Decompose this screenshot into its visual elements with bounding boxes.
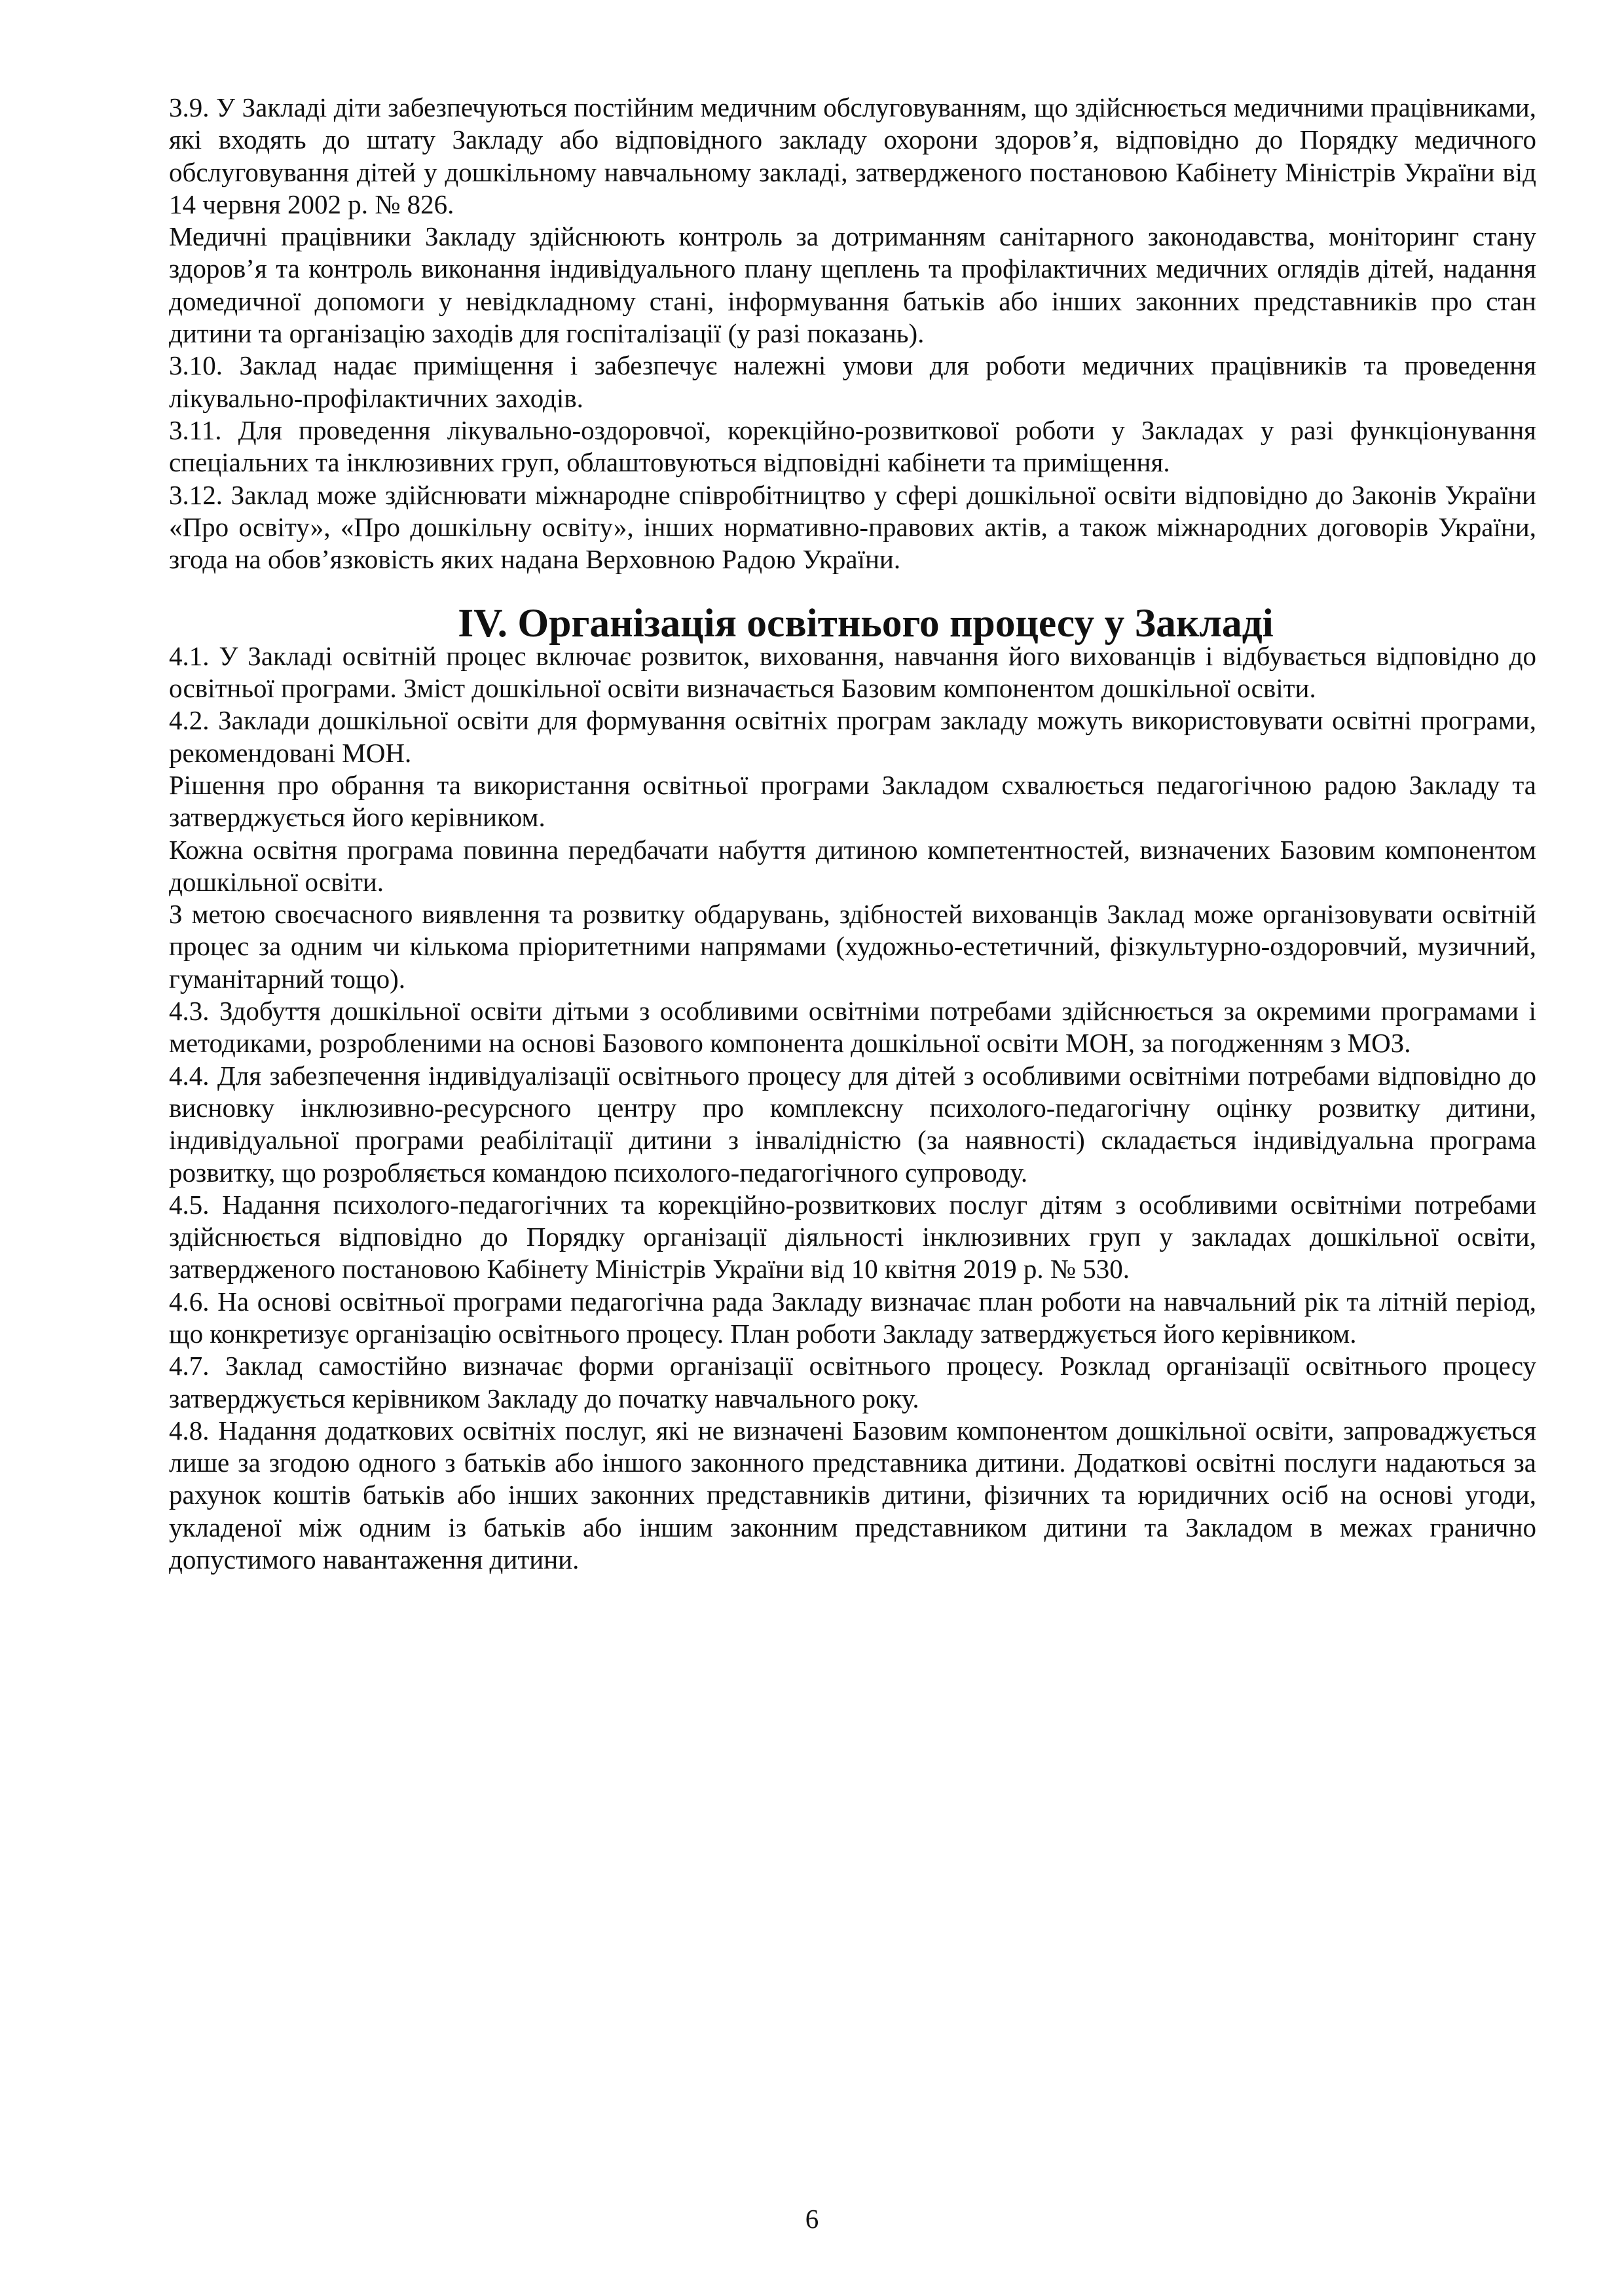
paragraph-3-11: 3.11. Для проведення лікувально-оздоровчої, корекційно-розвиткової роботи у Закладах у разі функціонування спеціальних та інклюзивних груп, облаштовуються відповідні кабінети та приміщення. xyxy=(169,414,1536,478)
paragraph-4-6: 4.6. На основі освітньої програми педагогічна рада Закладу визначає план роботи на навчальний рік та літній період, що конкретизує організацію освітнього процесу. План роботи Закладу затверджується його керівником. xyxy=(169,1286,1536,1349)
page-number: 6 xyxy=(805,2204,819,2234)
paragraph-4-7: 4.7. Заклад самостійно визначає форми організації освітнього процесу. Розклад організації освітнього процесу затверджується керівником Закладу до початку навчального року. xyxy=(169,1351,1536,1413)
paragraph-4-2-competences: Кожна освітня програма повинна передбачати набуття дитиною компетентностей, визначених Базовим компонентом дошкільної освіти. xyxy=(169,834,1536,897)
paragraph-4-8: 4.8. Надання додаткових освітніх послуг, які не визначені Базовим компонентом дошкільної освіти, запроваджується лише за згодою одного з батьків або іншого законного представника дитини. Додаткові освітні послуги надаються за рахунок коштів батьків або інших законних представників дитини, фізичних та юридичних осіб на основі угоди, укладеної між одним із батьків або іншим законним представником дитини та Закладом в межах гранично допустимого навантаження дитини. xyxy=(169,1415,1536,1575)
paragraph-4-2-decision: Рішення про обрання та використання освітньої програми Закладом схвалюється педагогічною радою Закладу та затверджується його керівником. xyxy=(169,769,1536,833)
paragraph-3-9: 3.9. У Закладі діти забезпечуються постійним медичним обслуговуванням, що здійснюється медичними працівниками, які входять до штату Закладу або відповідного закладу охорони здоров’я, відповідно до Порядку медичного обслуговування дітей у дошкільному навчальному закладі, затвердженого постановою Кабінету Міністрів України від 14 червня 2002 р. № 826. xyxy=(169,92,1536,219)
paragraph-3-12: 3.12. Заклад може здійснювати міжнародне співробітництво у сфері дошкільної освіти відповідно до Законів України «Про освіту», «Про дошкільну освіту», інших нормативно-правових актів, а також міжнародних договорів України, згода на обов’язковість яких надана Верховною Радою України. xyxy=(169,479,1536,575)
paragraph-4-3: 4.3. Здобуття дошкільної освіти дітьми з особливими освітніми потребами здійснюється за окремими програмами і методиками, розробленими на основі Базового компонента дошкільної освіти МОН, за погодженням з МОЗ. xyxy=(169,996,1536,1059)
paragraph-4-2: 4.2. Заклади дошкільної освіти для формування освітніх програм закладу можуть використовувати освітні програми, рекомендовані МОН. xyxy=(169,705,1536,768)
paragraph-4-5: 4.5. Надання психолого-педагогічних та корекційно-розвиткових послуг дітям з особливими освітніми потребами здійснюється відповідно до Порядку організації діяльності інклюзивних груп у закладах дошкільної освіти, затвердженого постановою Кабінету Міністрів України від 10 квітня 2019 р. № 530. xyxy=(169,1189,1536,1285)
section-heading-iv: IV. Організація освітнього процесу у Закладі xyxy=(458,601,1274,646)
paragraph-3-9-continued: Медичні працівники Закладу здійснюють контроль за дотриманням санітарного законодавства, моніторинг стану здоров’я та контроль виконання індивідуального плану щеплень та профілактичних медичних оглядів дітей, надання домедичної допомоги у невідкладному стані, інформування батьків або інших законних представників про стан дитини та організацію заходів для госпіталізації (у разі показань). xyxy=(169,221,1536,349)
paragraph-4-4: 4.4. Для забезпечення індивідуалізації освітнього процесу для дітей з особливими освітніми потребами відповідно до висновку інклюзивно-ресурсного центру про комплексну психолого-педагогічну оцінку розвитку дитини, індивідуальної програми реабілітації дитини з інвалідністю (за наявності) складається індивідуальна програма розвитку, що розробляється командою психолого-педагогічного супроводу. xyxy=(169,1060,1536,1188)
paragraph-4-2-priorities: З метою своєчасного виявлення та розвитку обдарувань, здібностей вихованців Заклад може організовувати освітній процес за одним чи кількома пріоритетними напрямами (художньо-естетичний, фізкультурно-оздоровчий, музичний, гуманітарний тощо). xyxy=(169,899,1536,994)
paragraph-4-1: 4.1. У Закладі освітній процес включає розвиток, виховання, навчання його вихованців і відбувається відповідно до освітньої програми. Зміст дошкільної освіти визначається Базовим компонентом дошкільної освіти. xyxy=(169,640,1536,704)
paragraph-3-10: 3.10. Заклад надає приміщення і забезпечує належні умови для роботи медичних працівників та проведення лікувально-профілактичних заходів. xyxy=(169,350,1536,413)
document-page xyxy=(169,92,1536,1576)
